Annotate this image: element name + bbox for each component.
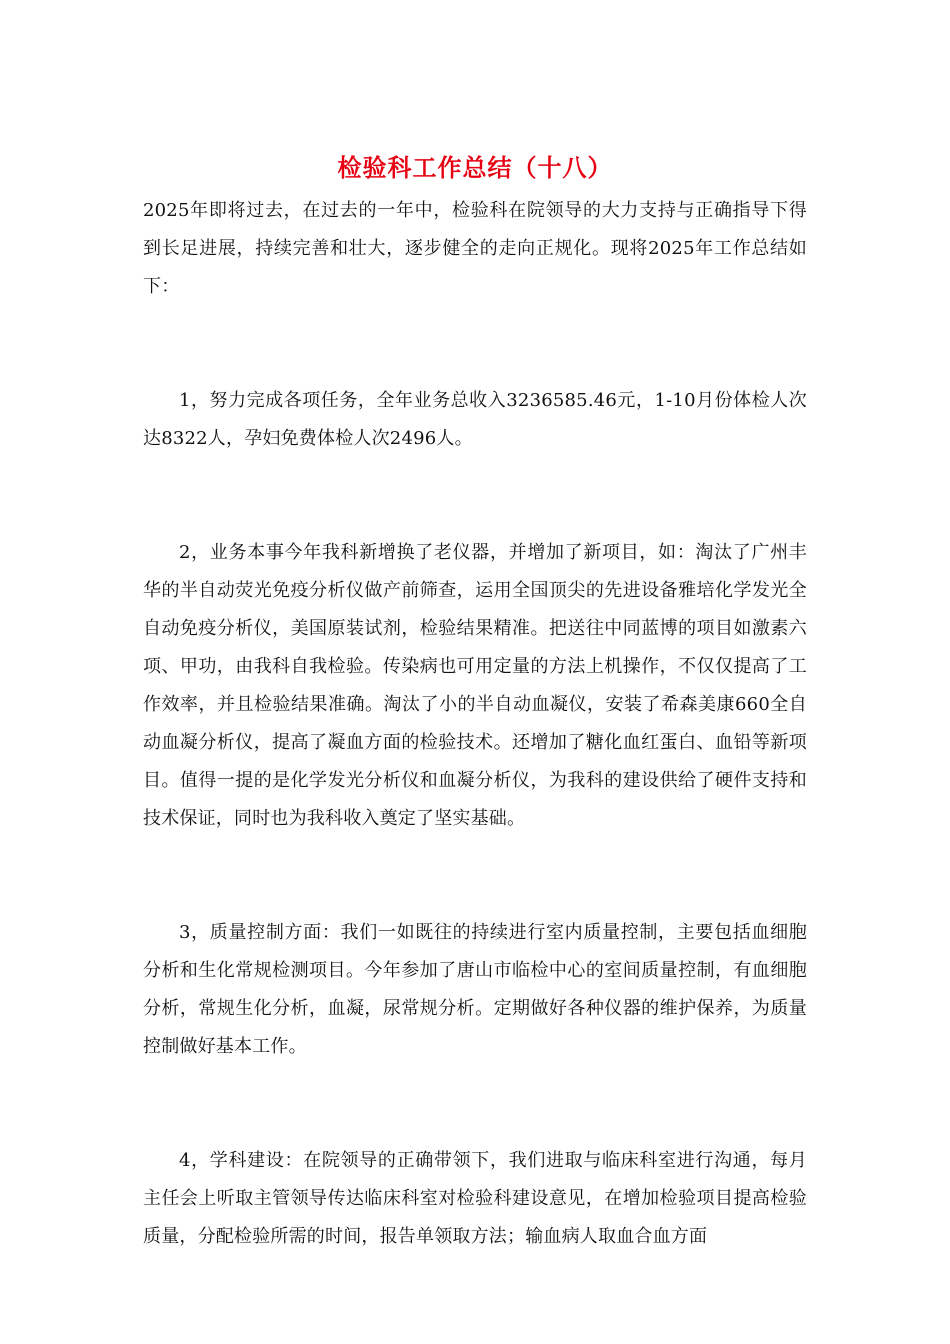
paragraph-2: 2，业务本事今年我科新增换了老仪器，并增加了新项目，如：淘汰了广州丰华的半自动荧光免疫分析仪做产前筛查，运用全国顶尖的先进设备雅培化学发光全自动免疫分析仪，美国原装试剂，检验结果精准。把送往中同蓝博的项目如激素六项、甲功，由我科自我检验。传染病也可用定量的方法上机操作，不仅仅提高了工作效率，并且检验结果准确。淘汰了小的半自动血凝仪，安装了希森美康660全自动血凝分析仪，提高了凝血方面的检验技术。还增加了糖化血红蛋白、血铅等新项目。值得一提的是化学发光分析仪和血凝分析仪，为我科的建设供给了硬件支持和技术保证，同时也为我科收入奠定了坚实基础。: [143, 542, 807, 829]
document-title: 检验科工作总结（十八）: [337, 153, 613, 182]
paragraph-4: 4，学科建设：在院领导的正确带领下，我们进取与临床科室进行沟通，每月主任会上听取主管领导传达临床科室对检验科建设意见，在增加检验项目提高检验质量，分配检验所需的时间，报告单领取方法；输血病人取血合血方面: [143, 1150, 807, 1247]
paragraph-gap: [143, 306, 807, 382]
document-body: [143, 192, 807, 1256]
paragraph-gap: [143, 458, 807, 534]
paragraph-3: 3，质量控制方面：我们一如既往的持续进行室内质量控制，主要包括血细胞分析和生化常规检测项目。今年参加了唐山市临检中心的室间质量控制，有血细胞分析，常规生化分析，血凝，尿常规分析。定期做好各种仪器的维护保养，为质量控制做好基本工作。: [143, 922, 807, 1057]
intro-paragraph: 2025年即将过去，在过去的一年中，检验科在院领导的大力支持与正确指导下得到长足进展，持续完善和壮大，逐步健全的走向正规化。现将2025年工作总结如下：: [143, 200, 807, 297]
paragraph-gap: [143, 1066, 807, 1142]
paragraph-gap: [143, 838, 807, 914]
paragraph-1: 1，努力完成各项任务，全年业务总收入3236585.46元，1-10月份体检人次达8322人，孕妇免费体检人次2496人。: [143, 390, 807, 449]
